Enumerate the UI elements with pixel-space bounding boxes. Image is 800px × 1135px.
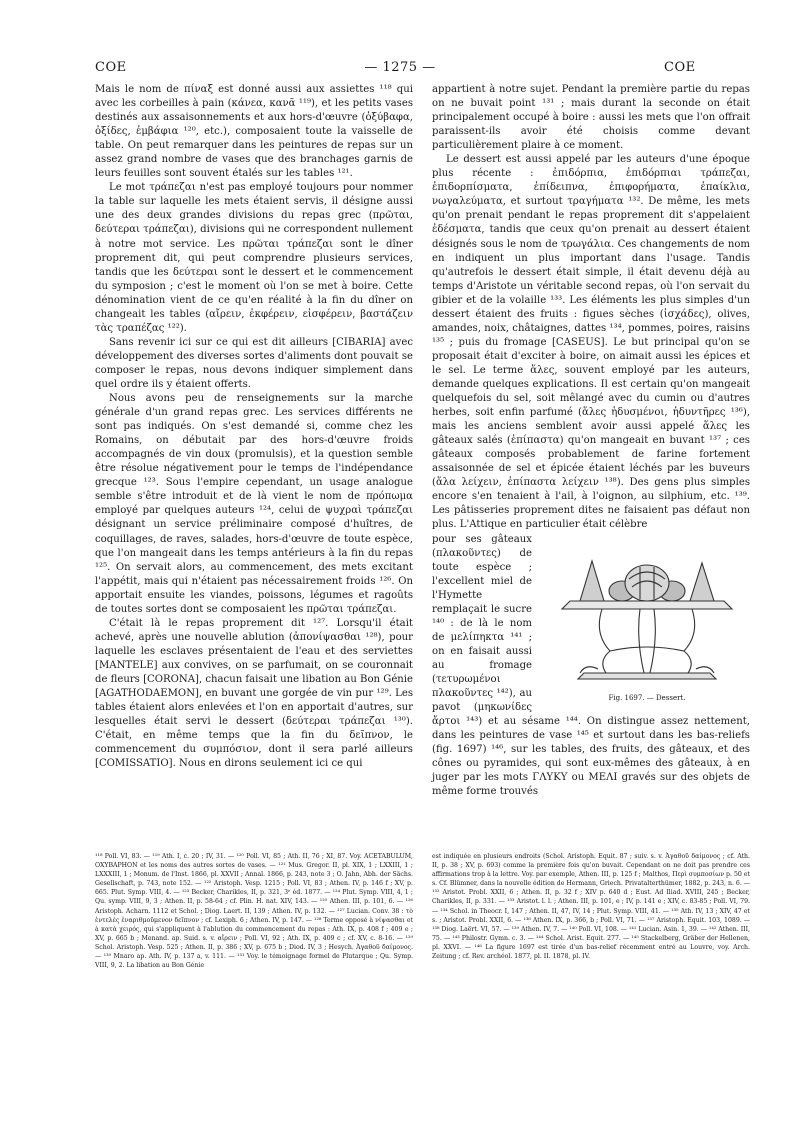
footnote-text: ¹¹⁸ Poll. VI, 83. — ¹¹⁹ Ath. I, c. 20 ; IV, 31. — ¹²⁰ Poll. VI, 85 ; Ath. II, 76 ; XI, 87. Voy. ACETABULUM, OXYBAPHON et les noms des autres sortes de vases. — ¹²¹ Mus. Gregor. II, pl. XIX, 1 ; LXXIII, 1 ; LXXXIII, 1 ; Monum. de l'Inst. 1866, pl. XXVII ; Annal. 1866, p. 243, note 3 ; O. Jahn, Abh. der Sächs. Gesellschaft, p. 743, note 152. — ¹²² Aristoph. Vesp. 1215 ; Poll. VI, 83 ; Athen. IV, p. 146 f ; XV, p. 665. Plut. Symp. VIII, 4. — ¹²³ Becker, Charikles, II, p. 321, 3ᵉ éd. 1877. — ¹²⁴ Plut. Symp. VIII, 4, 1 ; Qu. symp. VIII, 9, 3 ; Athen. II, p. 58-64 ; cf. Plin. H. nat. XIV, 143. — ¹²⁵ Athen. III, p. 101, 6. — ¹²⁶ Aristoph. Acharn. 1112 et Schol. ; Diog. Laert. II, 139 ; Athen. IV, p. 132. — ¹²⁷ Lucian. Conv. 38 : τὸ ἐντελὲς ἐναριθμοῦμενον δεῖπνον ; cf. Lexiph. 6 ; Athen. IV, p. 147. — ¹²⁸ Terme opposé à νίψασθαι et à κατὰ χειρός, qui s'appliquent à l'ablution du commencement du repas : Ath. IX, p. 408 f ; 409 e ; XV, p. 665 b ; Menand. ap. Suid. s. v. αἴρειν ; Poll. VI, 92 ; Ath. IX, p. 409 c ; cf. XV, c. 8-16. — ¹²⁹ Schol. Aristoph. Vesp. 525 ; Athen. II, p. 386 ; XV, p. 675 b ; Diod. IV, 3 ; Hesych. Ἀγαθοῦ δαίμονος. — ¹³⁰ Mnaro ap. Ath. IV, p. 137 a, v. 111. — ¹³¹ Voy. le témoignage formel de Plutarque ; Qu. Symp. VIII, 9, 2. La libation au Bon Génie bbox=[95, 853, 413, 970]
figure-1697 bbox=[540, 539, 754, 705]
dessert-table-illustration bbox=[540, 539, 754, 689]
figure-caption: Fig. 1697. — Dessert. bbox=[608, 693, 686, 702]
footnotes-left bbox=[95, 852, 413, 970]
page-number: — 1275 — bbox=[364, 60, 436, 75]
paragraph: Le mot τράπεζαι n'est pas employé toujours pour nommer la table sur laquelle les mets étaient servis, il désigne aussi une des deux grandes divisions du repas grec (πρῶται, δεύτεραι τράπεζαι), divisions qui ne correspondent nullement à notre mot service. Les πρῶται τράπεζαι sont le dîner proprement dit, qui peut comprendre plusieurs services, tandis que les δεύτεραι sont le dessert et le commencement du symposion ; c'est le moment où l'on se met à boire. Cette dénomination vient de ce qu'en réalité à la fin du dîner on changeait les tables (αἴρειν, ἐκφέρειν, εἰσφέρειν, βαστάζειν τὰς τραπέζας ¹²²). bbox=[95, 182, 413, 334]
paragraph: appartient à notre sujet. Pendant la première partie du repas on ne buvait point ¹³¹ ; mais durant la seconde on était principalement occupé à boire : aussi les mets que l'on offrait paraissent-ils avoir été choisis comme devant particulièrement plaire à ce moment. bbox=[432, 84, 750, 152]
left-column bbox=[95, 83, 413, 771]
paragraph: Nous avons peu de renseignements sur la marche générale d'un grand repas grec. Les services différents ne sont pas indiqués. On s'est demandé si, comme chez les Romains, on débutait par des hors-d'œuvre froids accompagnés de vin doux (promulsis), et la question semble être résolue négativement pour le temps de l'indépendance grecque ¹²³. Sous l'empire cependant, un usage analogue semble s'être introduit et de là vient le nom de πρόπωμα employé par quelques auteurs ¹²⁴, celui de ψυχραὶ τράπεζαι désignant un service préliminaire composé d'huîtres, de coquillages, de raves, salades, hors-d'œuvre de toute espèce, que l'on mangeait dans les temps antérieurs à la fin du repas ¹²⁵. On servait alors, au commencement, des mets excitant l'appétit, mais qui n'étaient pas nécessairement froids ¹²⁶. On apportait ensuite les viandes, poissons, légumes et ragoûts de toutes sortes dont se composaient les πρῶται τράπεζαι. bbox=[95, 393, 413, 615]
paragraph: C'était là le repas proprement dit ¹²⁷. Lorsqu'il était achevé, après une nouvelle ablution (ἀπονίψασθαι ¹²⁸), pour laquelle les esclaves présentaient de l'eau et des serviettes [MANTELE] aux convives, on se parfumait, on se couronnait de fleurs [CORONA], chacun faisait une libation au Bon Génie [AGATHODAEMON], en buvant une gorgée de vin pur ¹²⁹. Les tables étaient alors enlevées et l'on en apportait d'autres, sur lesquelles était servi le dessert (δεύτεραι τράπεζαι ¹³⁰). C'était, en même temps que la fin du δεῖπνον, le commencement du συμπόσιον, dont il sera parlé ailleurs [COMISSATIO]. Nous en dirons seulement ici ce qui bbox=[95, 617, 413, 770]
paragraph: Sans revenir ici sur ce qui est dit ailleurs [CIBARIA] avec développement des diverses sortes d'aliments dont pouvait se composer le repas, nous devons indiquer simplement dans quel ordre ils y étaient offerts. bbox=[95, 336, 413, 390]
right-column bbox=[432, 83, 750, 799]
paragraph: Mais le nom de πίναξ est donné aussi aux assiettes ¹¹⁸ qui avec les corbeilles à pain (κάνεα, κανᾶ ¹¹⁹), et les petits vases destinés aux assaisonnements et aux hors-d'œuvre (ὀξύβαφα, ὀξίδες, ἐμβάφια ¹²⁰, etc.), composaient toute la vaisselle de table. On peut remarquer dans les peintures de repas sur un assez grand nombre de vases que des branchages garnis de leurs feuilles sont souvent étalés sur les tables ¹²¹. bbox=[95, 84, 413, 180]
footnotes-right bbox=[432, 852, 750, 961]
running-head-right: COE bbox=[664, 60, 696, 75]
paragraph: Le dessert est aussi appelé par les auteurs d'une époque plus récente : ἐπιδόρπια, ἐπιδόρπιαι τράπεζαι, ἐπιδορπίσματα, ἐπίδειπνα, ἐπιφορήματα, ἐπαίκλια, νωγαλεύματα, et surtout τραγήματα ¹³². De même, les mets qu'on prenait pendant le repas proprement dit s'appelaient ἐδέσματα, tandis que ceux qu'on prenait au dessert étaient désignés sous le nom de τρωγάλια. Ces changements de nom en indiquent un plus important dans l'usage. Tandis qu'autrefois le dessert était simple, il était devenu déjà au temps d'Aristote un véritable second repas, où l'on servait du gibier et de la volaille ¹³³. Les éléments les plus simples d'un dessert étaient des fruits : figues sèches (ἰσχάδες), olives, amandes, noix, châtaignes, dattes ¹³⁴, pommes, poires, raisins ¹³⁵ ; puis du fromage [CASEUS]. Le but principal qu'on se proposait était d'exciter à boire, on aimait aussi les épices et le sel. Le terme ἅλες, souvent employé par les auteurs, demande quelques explications. Il est certain qu'on mangeait quelquefois du sel, soit mêlangé avec du cumin ou d'autres herbes, soit enfin parfumé (ἅλες ἡδυσμένοι, ἡδυντῆρες ¹³⁶), mais les anciens semblent avoir aussi appelé ἅλες les gâteaux salés (ἐπίπαστα) qu'on mangeait en buvant ¹³⁷ ; ces gâteaux composés probablement de farine fortement assaisonnée de sel et épicée étaient léchés par les buveurs (ἅλα λείχειν, ἐπίπαστα λείχειν ¹³⁸). Des gens plus simples encore s'en tenaient à l'ail, à l'oignon, au silphium, etc. ¹³⁹. Les pâtisseries proprement dites ne faisaient pas défaut non plus. L'Attique en particulier était célèbre bbox=[432, 154, 750, 531]
running-head-left: COE bbox=[95, 60, 127, 75]
paragraph-wrap: pour ses gâteaux (πλακοῦντες) de toute espèce ; l'excellent miel de l'Hymette remplaçait le sucre ¹⁴⁰ : de là le nom de μελίπηκτα ¹⁴¹ ; on en faisait aussi au fromage (τετυρωμένοι πλακοῦντες ¹⁴²), au pavot (μηκωνίδες ἄρτοι ¹⁴³) et au sésame ¹⁴⁴. On distingue assez nettement, dans les peintures de vase ¹⁴⁵ et surtout dans les bas-reliefs (fig. 1697) ¹⁴⁶, sur les tables, des fruits, des gâteaux, et des cônes ou pyramides, qui sont eux-mêmes des gâteaux, à en juger par les mots ΓΛΥΚΥ ou ΜΕΛΙ gravés sur des objets de même forme trouvés bbox=[432, 533, 750, 798]
footnote-text: est indiquée en plusieurs endroits (Schol. Aristoph. Equit. 87 ; suiv. s. v. Ἀγαθοῦ δαίμονος ; cf. Ath. II, p. 38 ; XV, p. 693) comme la première fois qu'on buvait. Cependant on ne doit pas prendre ces affirmations trop à la lettre. Voy. par exemple, Athen. III, p. 125 f ; Malthos, Περὶ συμποσίων p. 50 et s. Cf. Blümner, dans la nouvelle édition de Hermann, Griech. Privatalterthümer, 1882, p. 243, n. 6. — ¹³² Aristot. Probl. XXII, 6 ; Athen. II, p. 32 f ; XIV p. 640 d ; Eust. Ad Iliad. XVIII, 245 ; Becker, Charikles, II, p. 331. — ¹³³ Aristot. l. l. ; Athen. III, p. 101, e ; IV, p. 141 e ; XIV, c. 83-85 ; Poll. VI, 79. — ¹³⁴ Schol. in Theocr. I, 147 ; Athen. II, 47, IV, 14 ; Plut. Symp. VIII, 41. — ¹³⁵ Ath. IV, 13 ; XIV, 47 et s. ; Aristot. Probl. XXII, 6. — ¹³⁶ Athen. IX, p. 366, b ; Poll. VI, 71. — ¹³⁷ Aristoph. Equit. 103, 1089. — ¹³⁸ Diog. Laërt. VI, 57. — ¹³⁹ Athen. IV, 7. — ¹⁴⁰ Poll. VI, 108. — ¹⁴¹ Lucian. Asin. 1, 39. — ¹⁴² Athen. III, 75. — ¹⁴³ Philostr. Gymn. c. 3. — ¹⁴⁴ Schol. Arist. Equit. 277. — ¹⁴⁵ Stackelberg, Gräber der Hellenen, pl. XXVI. — ¹⁴⁶ La figure 1697 est tirée d'un bas-relief récemment entré au Louvre, voy. Arch. Zeitung ; cf. Rev. archéol. 1877, pl. II. 1878, pl. IV. bbox=[432, 853, 750, 961]
